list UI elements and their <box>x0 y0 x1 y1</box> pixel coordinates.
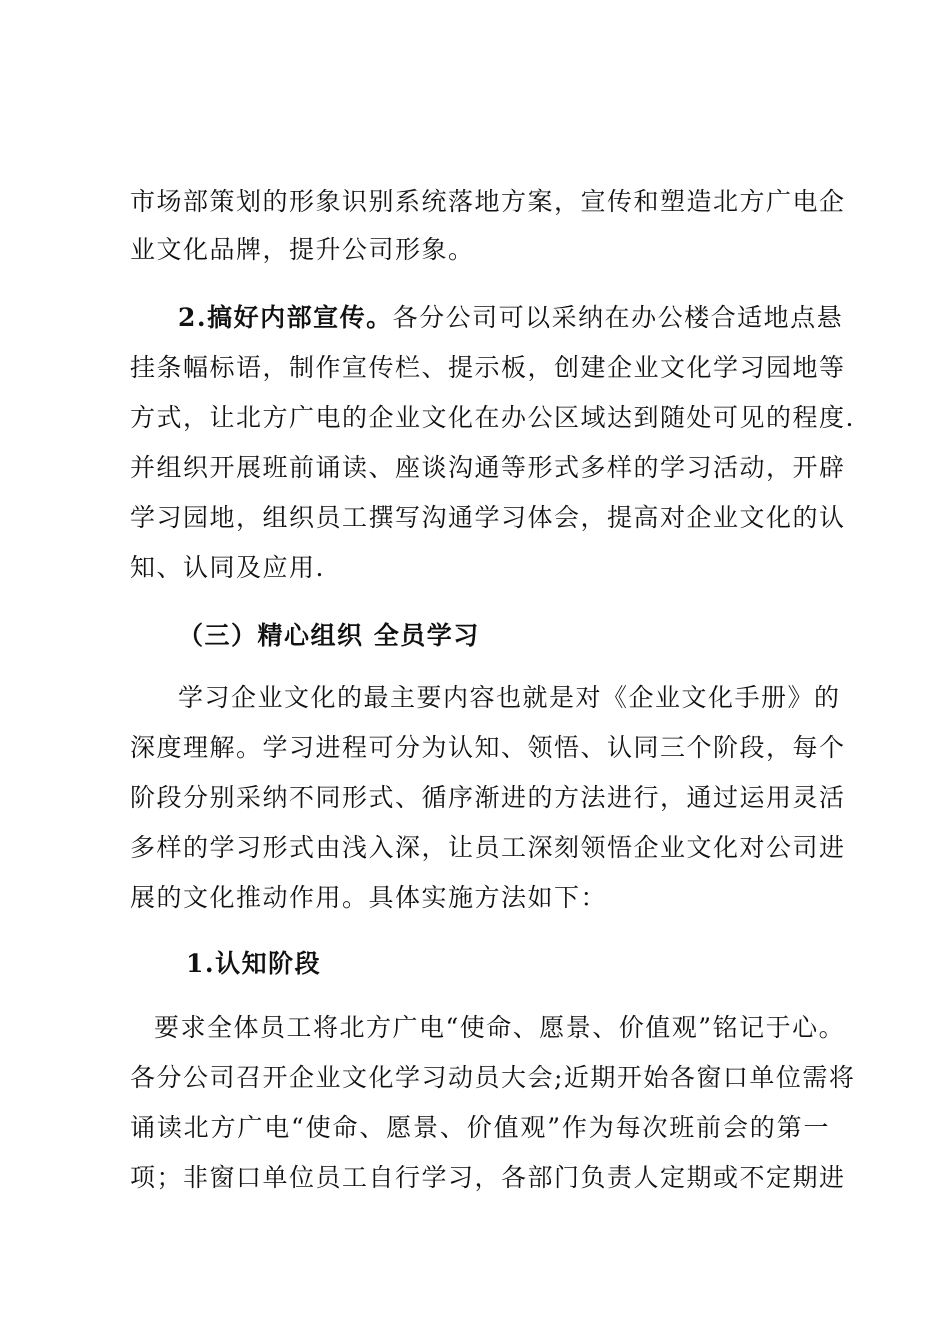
paragraph-line: 学习企业文化的最主要内容也就是对《企业文化手册》的 <box>178 683 841 712</box>
paragraph-line: 多样的学习形式由浅入深，让员工深刻领悟企业文化对公司进 <box>130 833 846 862</box>
paragraph-line: 诵读北方广电“使命、愿景、价值观”作为每次班前会的第一 <box>130 1113 830 1142</box>
paragraph-line: 方式，让北方广电的企业文化在办公区域达到随处可见的程度. <box>130 403 855 432</box>
paragraph-line: 市场部策划的形象识别系统落地方案，宣传和塑造北方广电企 <box>130 187 846 216</box>
stage-heading: 1.认知阶段 <box>186 949 322 978</box>
paragraph-line: 阶段分别采纳不同形式、循序渐进的方法进行，通过运用灵活 <box>130 783 846 812</box>
item-heading: 2.搞好内部宣传。 <box>178 303 393 332</box>
paragraph-line: 要求全体员工将北方广电“使命、愿景、价值观”铭记于心。 <box>154 1013 846 1042</box>
paragraph-line: 业文化品牌，提升公司形象。 <box>130 235 475 264</box>
paragraph-line: 各分公司召开企业文化学习动员大会;近期开始各窗口单位需将 <box>130 1063 856 1092</box>
section-heading: （三）精心组织 全员学习 <box>178 621 480 650</box>
paragraph-line: 展的文化推动作用。具体实施方法如下： <box>130 883 608 912</box>
paragraph-text: 各分公司可以采纳在办公楼合适地点悬 <box>392 303 844 332</box>
paragraph-first-line <box>178 302 844 334</box>
paragraph-line: 并组织开展班前诵读、座谈沟通等形式多样的学习活动，开辟 <box>130 453 846 482</box>
paragraph-line: 知、认同及应用. <box>130 553 325 582</box>
paragraph-line: 深度理解。学习进程可分为认知、领悟、认同三个阶段，每个 <box>130 733 846 762</box>
paragraph-line: 挂条幅标语，制作宣传栏、提示板，创建企业文化学习园地等 <box>130 353 846 382</box>
paragraph-line: 学习园地，组织员工撰写沟通学习体会，提高对企业文化的认 <box>130 503 846 532</box>
paragraph-line: 项；非窗口单位员工自行学习，各部门负责人定期或不定期进 <box>130 1163 846 1192</box>
